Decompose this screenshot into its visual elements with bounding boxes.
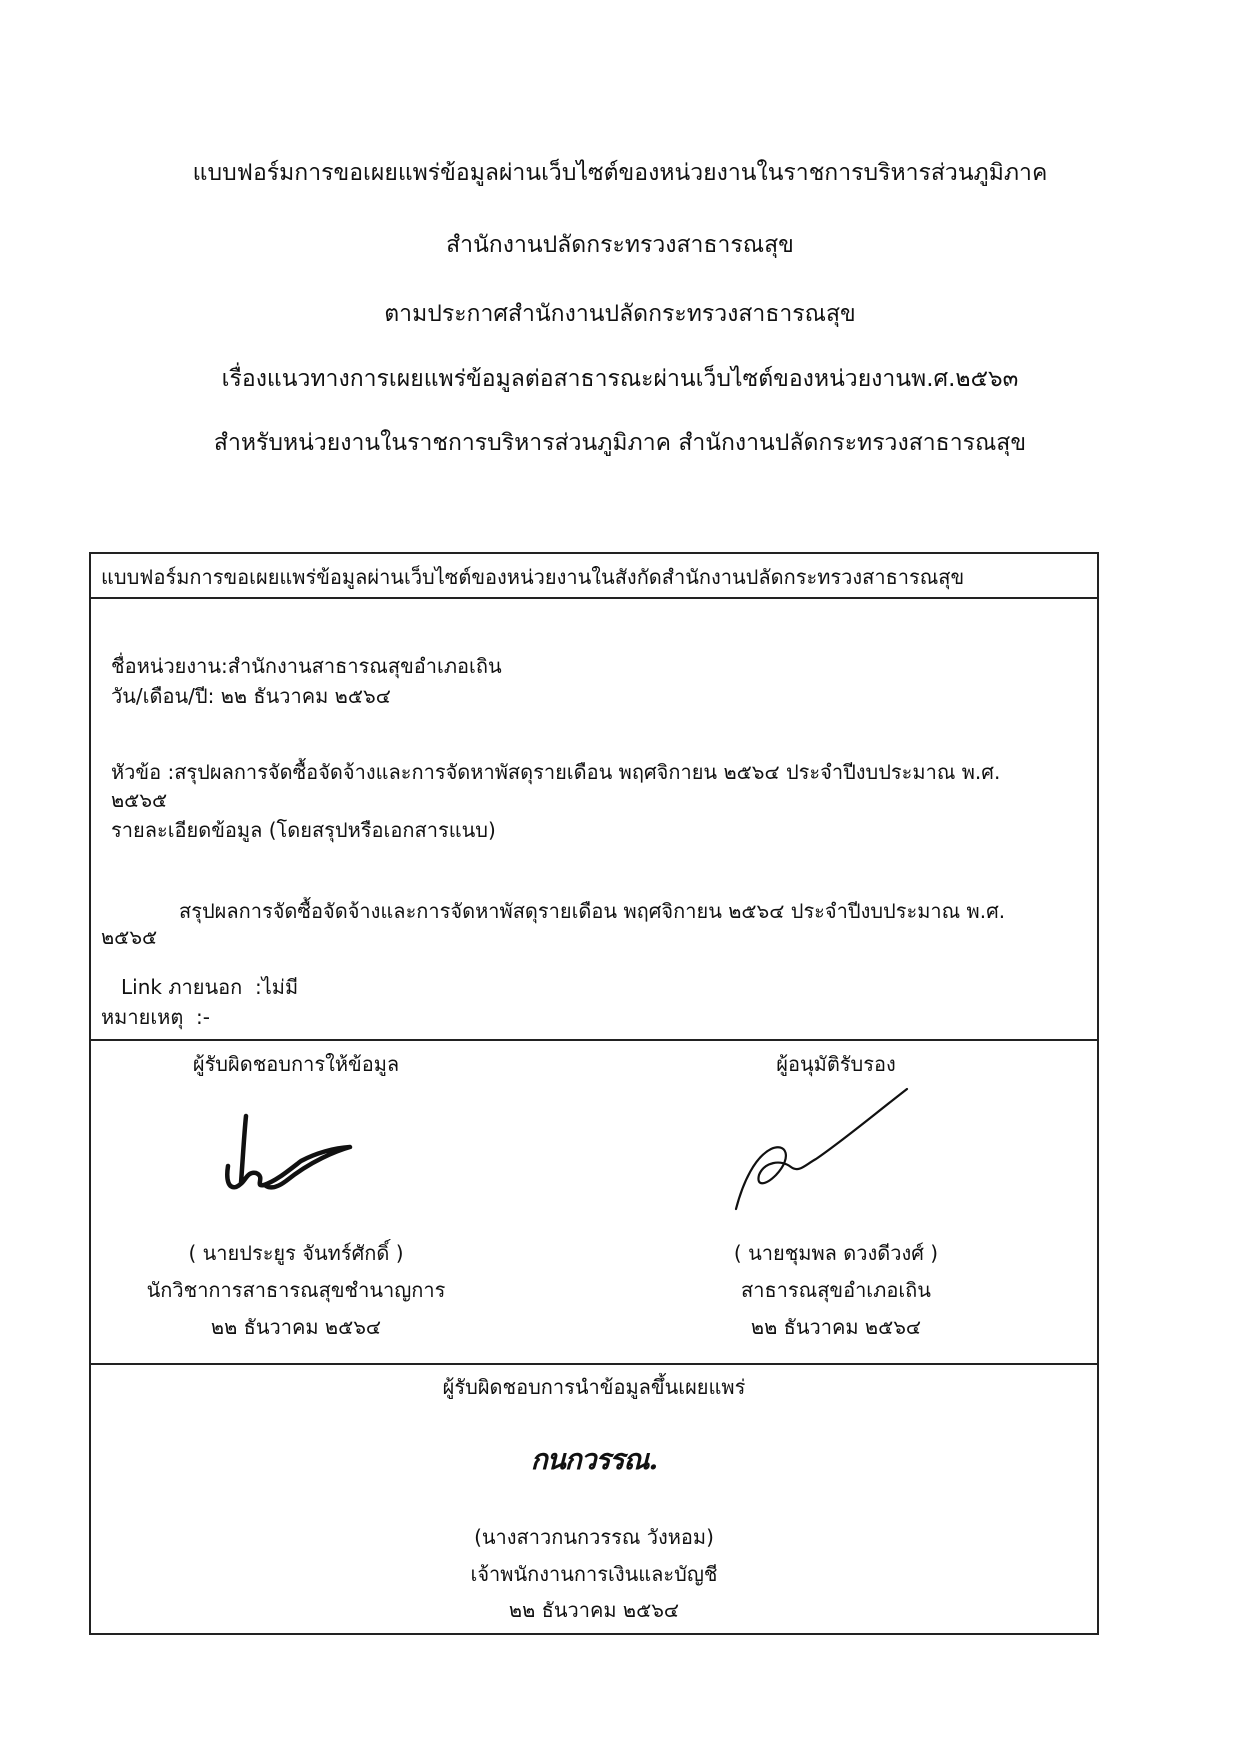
title-divider xyxy=(91,597,1097,599)
subject-row xyxy=(111,759,1000,785)
header-title-line-2: สำนักงานปลัดกระทรวงสาธารณสุข xyxy=(446,232,794,258)
publisher-handwritten-signature: กนกวรรณ. xyxy=(530,1443,658,1476)
header-title-line-1: แบบฟอร์มการขอเผยแพร่ข้อมูลผ่านเว็บไซต์ของหน่วยงานในราชการบริหารส่วนภูมิภาค xyxy=(192,160,1048,186)
subject-value-line-1: สรุปผลการจัดซื้อจัดจ้างและการจัดหาพัสดุรายเดือน พฤศจิกายน ๒๕๖๔ ประจำปีงบประมาณ พ.ศ. xyxy=(174,760,1001,784)
publisher-date: ๒๒ ธันวาคม ๒๕๖๔ xyxy=(508,1598,680,1622)
left-signer-position: นักวิชาการสาธารณสุขชำนาญการ xyxy=(146,1278,446,1302)
right-signer-role: ผู้อนุมัติรับรอง xyxy=(776,1052,896,1076)
note-row xyxy=(101,1004,210,1030)
link-row xyxy=(121,974,298,1000)
left-signer-date: ๒๒ ธันวาคม ๒๕๖๔ xyxy=(210,1315,382,1339)
unit-label: ชื่อหน่วยงาน: xyxy=(111,654,228,678)
header-title-line-5: สำหรับหน่วยงานในราชการบริหารส่วนภูมิภาค สำนักงานปลัดกระทรวงสาธารณสุข xyxy=(213,430,1027,456)
right-signer-name: ( นายชุมพล ดวงดีวงศ์ ) xyxy=(733,1241,939,1265)
header-title-line-3: ตามประกาศสำนักงานปลัดกระทรวงสาธารณสุข xyxy=(384,301,856,327)
detail-line-2: ๒๕๖๕ xyxy=(101,925,158,949)
right-handwritten-signature xyxy=(731,1087,911,1217)
right-signer-date: ๒๒ ธันวาคม ๒๕๖๔ xyxy=(750,1315,922,1339)
subject-value-line-2: ๒๕๖๕ xyxy=(111,788,168,812)
publisher-position: เจ้าพนักงานการเงินและบัญชี xyxy=(470,1562,718,1586)
publisher-divider xyxy=(91,1363,1097,1365)
detail-label: รายละเอียดข้อมูล (โดยสรุปหรือเอกสารแนบ) xyxy=(111,818,496,842)
left-signer-name: ( นายประยูร จันทร์ศักดิ์ ) xyxy=(188,1241,404,1265)
detail-line-1: สรุปผลการจัดซื้อจัดจ้างและการจัดหาพัสดุรายเดือน พฤศจิกายน ๒๕๖๔ ประจำปีงบประมาณ พ.ศ. xyxy=(179,899,1006,923)
date-label: วัน/เดือน/ปี: xyxy=(111,684,215,708)
signature-divider xyxy=(91,1039,1097,1041)
publisher-name: (นางสาวกนกวรรณ วังหอม) xyxy=(474,1525,714,1549)
publisher-role: ผู้รับผิดชอบการนำข้อมูลขึ้นเผยแพร่ xyxy=(442,1375,746,1399)
link-label: Link ภายนอก xyxy=(121,975,243,999)
right-signer-position: สาธารณสุขอำเภอเถิน xyxy=(741,1278,931,1302)
left-signer-role: ผู้รับผิดชอบการให้ข้อมูล xyxy=(192,1052,400,1076)
date-row xyxy=(111,683,391,709)
unit-row xyxy=(111,653,502,679)
link-value: :ไม่มี xyxy=(254,975,299,999)
unit-value: สำนักงานสาธารณสุขอำเภอเถิน xyxy=(227,654,502,678)
note-value: :- xyxy=(196,1005,211,1029)
left-handwritten-signature xyxy=(216,1111,356,1201)
note-label: หมายเหตุ xyxy=(101,1005,184,1029)
date-value: ๒๒ ธันวาคม ๒๕๖๔ xyxy=(220,684,391,708)
form-title: แบบฟอร์มการขอเผยแพร่ข้อมูลผ่านเว็บไซต์ของหน่วยงานในสังกัดสำนักงานปลัดกระทรวงสาธารณสุข xyxy=(101,565,965,589)
form-box xyxy=(89,552,1099,1635)
subject-label: หัวข้อ : xyxy=(111,760,175,784)
header-title-line-4: เรื่องแนวทางการเผยแพร่ข้อมูลต่อสาธารณะผ่านเว็บไซต์ของหน่วยงานพ.ศ.๒๕๖๓ xyxy=(221,366,1019,392)
